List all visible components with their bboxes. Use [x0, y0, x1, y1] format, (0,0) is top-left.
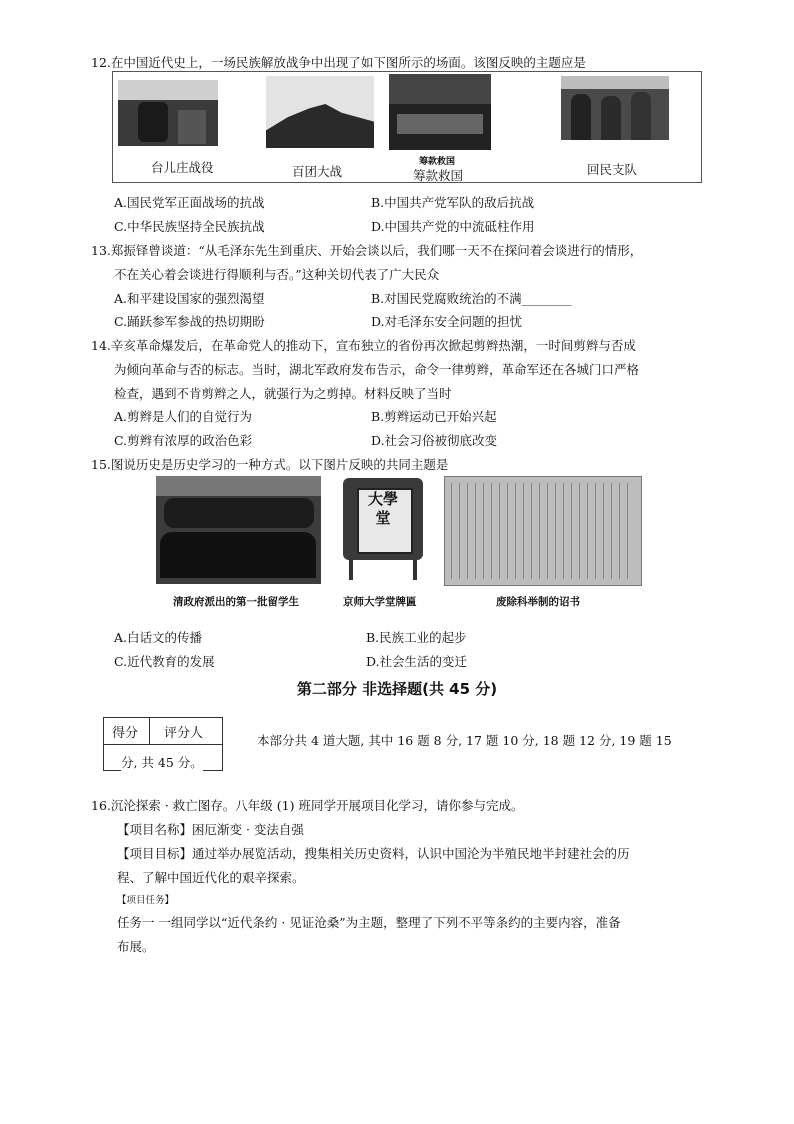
q13-option-a[interactable]: A.和平建设国家的强烈渴望 [114, 291, 265, 306]
q15-option-c[interactable]: C.近代教育的发展 [114, 654, 215, 669]
q16-task-label: 【项目任务】 [117, 895, 175, 906]
q14-stem-line2: 为倾向革命与否的标志。当时，湖北军政府发布告示，命令一律剪辫，革命军还在各城门口严格 [114, 362, 640, 377]
fundraising-photo [389, 74, 491, 150]
q13-stem-line2: 不在关心着会谈进行得顺利与否。”这种关切代表了广大民众 [114, 267, 440, 282]
q14-option-b[interactable]: B.剪辫运动已开始兴起 [371, 409, 497, 424]
q13-stem-line1: 13.郑振铎曾谈道：“从毛泽东先生到重庆、开始会谈以后，我们哪一天不在探问着会谈进行的情形， [91, 243, 643, 258]
caption-plaque: 京师大学堂牌匾 [343, 596, 417, 608]
students-photo [156, 476, 321, 584]
edict-image [444, 476, 642, 586]
q16-task-line2: 布展。 [117, 939, 155, 954]
q15-stem: 15.图说历史是历史学习的一种方式。以下图片反映的共同主题是 [91, 457, 449, 472]
q16-project-name: 【项目名称】困厄渐变 · 变法自强 [117, 822, 304, 837]
q12-option-d[interactable]: D.中国共产党的中流砥柱作用 [371, 219, 535, 234]
q14-stem-line3: 检查，遇到不肯剪辫之人，就强行为之剪掉。材料反映了当时 [114, 386, 452, 401]
q13-option-d[interactable]: D.对毛泽东安全问题的担忧 [371, 314, 523, 329]
caption-baituan: 百团大战 [292, 164, 343, 179]
plaque-image [335, 476, 431, 584]
grader-label: 评分人 [164, 726, 204, 741]
caption-fundraising: 筹款救国 [413, 168, 464, 183]
caption-edict: 废除科举制的诏书 [496, 596, 580, 608]
q12-option-b[interactable]: B.中国共产党军队的敌后抗战 [371, 195, 535, 210]
part2-desc-line1: 本部分共 4 道大题, 其中 16 题 8 分, 17 题 10 分, 18 题 12 分, 19 题 15 [257, 733, 672, 748]
part2-desc-line2: 分, 共 45 分。 [121, 755, 203, 770]
q14-option-c[interactable]: C.剪辫有浓厚的政治色彩 [114, 433, 253, 448]
fundraising-photo-text: 筹款救国 [419, 157, 456, 167]
q12-image-strip [112, 71, 702, 183]
q13-option-c[interactable]: C.踊跃参军参战的热切期盼 [114, 314, 265, 329]
baituan-photo [266, 76, 374, 148]
part2-heading: 第二部分 非选择题(共 45 分) [296, 680, 498, 698]
q13-option-b[interactable]: B.对国民党腐败统治的不满________ [371, 291, 572, 306]
huimin-photo [561, 76, 669, 140]
taierzhuang-photo [118, 80, 218, 146]
q14-stem-line1: 14.辛亥革命爆发后，在革命党人的推动下，宣布独立的省份再次掀起剪辫热潮，一时间剪辫与否成 [91, 338, 636, 353]
plaque-text: 大學堂 [367, 490, 398, 527]
q15-option-b[interactable]: B.民族工业的起步 [366, 630, 467, 645]
q15-option-d[interactable]: D.社会生活的变迁 [366, 654, 468, 669]
q12-option-c[interactable]: C.中华民族坚持全民族抗战 [114, 219, 265, 234]
q15-option-a[interactable]: A.白话文的传播 [114, 630, 203, 645]
caption-huimin: 回民支队 [587, 162, 638, 177]
q16-goal-line1: 【项目目标】通过举办展览活动，搜集相关历史资料，认识中国沦为半殖民地半封建社会的历 [117, 846, 630, 861]
caption-students: 清政府派出的第一批留学生 [173, 596, 299, 608]
q16-goal-line2: 程、了解中国近代化的艰辛探索。 [117, 870, 305, 885]
q14-option-d[interactable]: D.社会习俗被彻底改变 [371, 433, 498, 448]
q16-task-line1: 任务一 一组同学以“近代条约 · 见证沧桑”为主题，整理了下列不平等条约的主要内容，准备 [117, 915, 621, 930]
score-label: 得分 [112, 726, 139, 741]
q14-option-a[interactable]: A.剪辫是人们的自觉行为 [114, 409, 253, 424]
q12-stem: 12.在中国近代史上，一场民族解放战争中出现了如下图所示的场面。该图反映的主题应是 [91, 55, 586, 70]
q16-stem: 16.沉沦探索 · 救亡图存。八年级 (1) 班同学开展项目化学习，请你参与完成。 [91, 798, 524, 813]
q12-option-a[interactable]: A.国民党军正面战场的抗战 [114, 195, 265, 210]
caption-taierzhuang: 台儿庄战役 [151, 160, 214, 175]
